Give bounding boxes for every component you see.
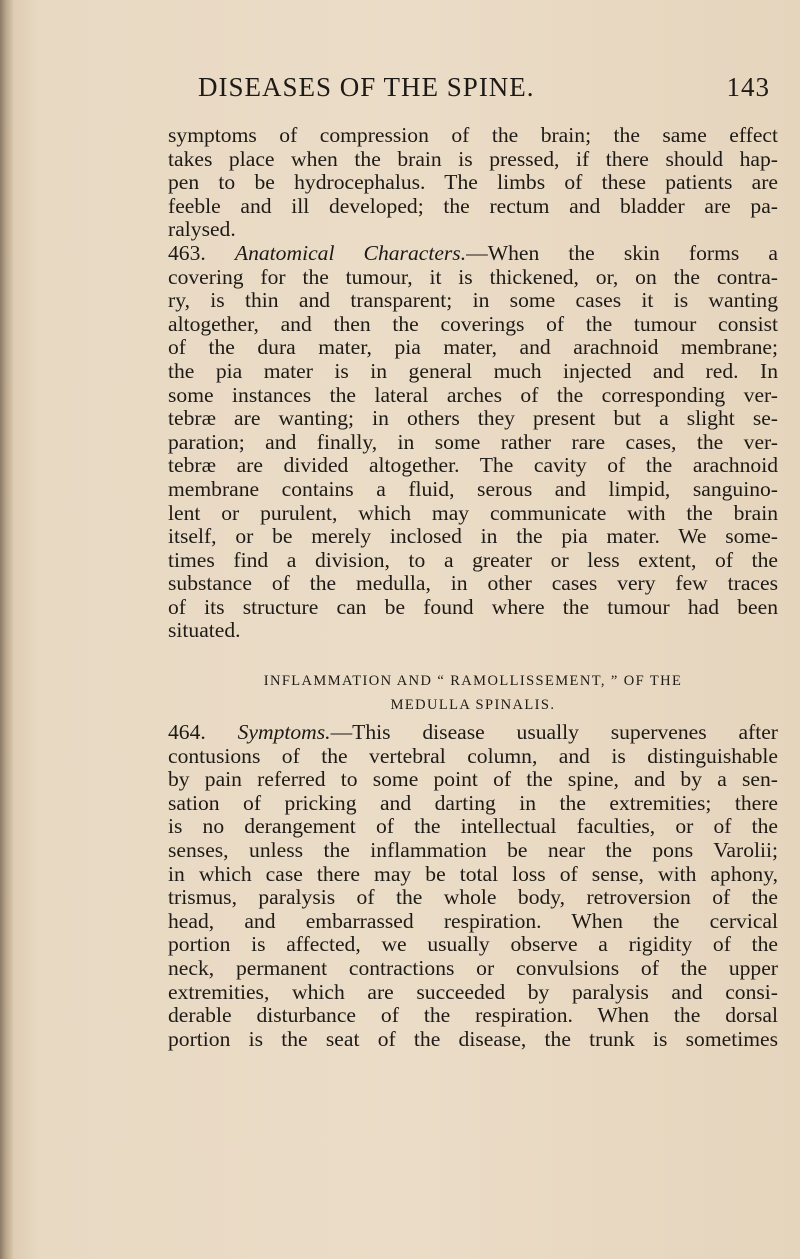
page-gutter-shadow	[0, 0, 14, 1259]
text-line: sation of pricking and darting in the extremities; there	[168, 791, 778, 815]
section-number: 463.	[168, 241, 206, 265]
text-line: takes place when the brain is pressed, if there should hap-	[168, 147, 778, 171]
text-line: paration; and finally, in some rather rare cases, the ver-	[168, 430, 778, 454]
text-line: of its structure can be found where the tumour had been	[168, 595, 778, 619]
text-line: is no derangement of the intellectual faculties, or of the	[168, 815, 778, 839]
heading-line: INFLAMMATION AND “ RAMOLLISSEMENT, ” OF THE	[263, 673, 683, 690]
text-line: tebræ are wanting; in others they present but a slight se-	[168, 407, 778, 431]
paragraph-463	[168, 242, 778, 643]
text-line	[168, 721, 778, 745]
text-line: by pain referred to some point of the spine, and by a sen-	[168, 768, 778, 792]
text-line: situated.	[168, 619, 241, 643]
heading-line: MEDULLA SPINALIS.	[390, 697, 556, 714]
page-number: 143	[726, 72, 770, 102]
running-header	[170, 72, 770, 106]
text-run: —When the skin forms a	[466, 241, 778, 265]
text-line: of the dura mater, pia mater, and arachnoid membrane;	[168, 336, 778, 360]
section-label: Symptoms.	[237, 721, 331, 745]
text-line: times find a division, to a greater or less extent, of the	[168, 548, 778, 572]
paragraph-464	[168, 721, 778, 1051]
section-heading	[168, 669, 778, 717]
text-line: contusions of the vertebral column, and is distinguishable	[168, 744, 778, 768]
section-number: 464.	[168, 721, 206, 745]
paragraph-continuation	[168, 124, 778, 242]
text-line: lent or purulent, which may communicate with the brain	[168, 501, 778, 525]
text-line: covering for the tumour, it is thickened, or, on the contra-	[168, 265, 778, 289]
text-line	[168, 242, 778, 266]
text-line: altogether, and then the coverings of the tumour consist	[168, 312, 778, 336]
text-line: senses, unless the inflammation be near the pons Varolii;	[168, 839, 778, 863]
running-title: DISEASES OF THE SPINE.	[198, 72, 535, 102]
text-run: —This disease usually supervenes after	[330, 721, 778, 745]
text-line: head, and embarrassed respiration. When the cervical	[168, 909, 778, 933]
text-line: membrane contains a fluid, serous and limpid, sanguino-	[168, 477, 778, 501]
text-line: substance of the medulla, in other cases very few traces	[168, 572, 778, 596]
text-line: ry, is thin and transparent; in some cases it is wanting	[168, 289, 778, 313]
text-line: pen to be hydrocephalus. The limbs of these patients are	[168, 171, 778, 195]
text-line: the pia mater is in general much injected and red. In	[168, 359, 778, 383]
text-line: trismus, paralysis of the whole body, retroversion of the	[168, 886, 778, 910]
text-line: ralysed.	[168, 218, 236, 242]
text-line: some instances the lateral arches of the corresponding ver-	[168, 383, 778, 407]
text-line: portion is the seat of the disease, the trunk is sometimes	[168, 1027, 778, 1051]
text-line: itself, or be merely inclosed in the pia mater. We some-	[168, 525, 778, 549]
text-line: derable disturbance of the respiration. When the dorsal	[168, 1004, 778, 1028]
text-line: extremities, which are succeeded by paralysis and consi-	[168, 980, 778, 1004]
text-line: tebræ are divided altogether. The cavity of the arachnoid	[168, 454, 778, 478]
text-line: portion is affected, we usually observe a rigidity of the	[168, 933, 778, 957]
text-line: in which case there may be total loss of sense, with aphony,	[168, 862, 778, 886]
section-label: Anatomical Characters.	[234, 241, 467, 265]
text-line: symptoms of compression of the brain; the same effect	[168, 124, 778, 147]
body-text	[168, 124, 778, 1051]
text-line: feeble and ill developed; the rectum and bladder are pa-	[168, 194, 778, 218]
text-line: neck, permanent contractions or convulsions of the upper	[168, 957, 778, 980]
